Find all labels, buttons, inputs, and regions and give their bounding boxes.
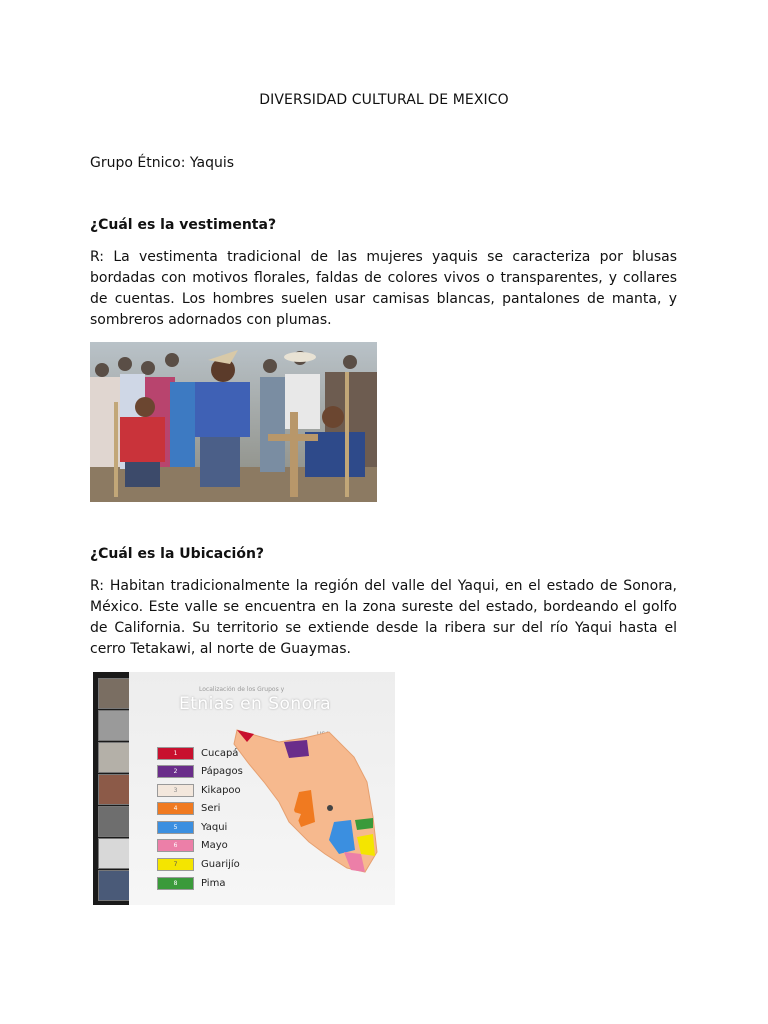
- ethnic-group-line: Grupo Étnico: Yaquis: [90, 155, 235, 171]
- legend-swatch: 1: [157, 747, 194, 760]
- legend-swatch: 7: [157, 858, 194, 871]
- legend-label: Cucapá: [201, 747, 239, 759]
- legend-swatch: 2: [157, 765, 194, 778]
- yaqui-dance-photo: [90, 342, 377, 502]
- legend-swatch: 4: [157, 802, 194, 815]
- legend-swatch: 5: [157, 821, 194, 834]
- legend-item-6: [157, 839, 228, 851]
- legend-item-3: [157, 784, 241, 796]
- photo-thumbnail: [98, 742, 130, 773]
- legend-item-4: [157, 802, 220, 814]
- photo-thumbnail: [98, 806, 130, 837]
- sonora-ethnic-map: [93, 672, 395, 905]
- photo-illustration: [90, 342, 377, 502]
- document-title: DIVERSIDAD CULTURAL DE MEXICO: [259, 92, 509, 108]
- legend-label: Kikapoo: [201, 784, 241, 796]
- legend-label: Guarijío: [201, 858, 240, 870]
- legend-item-5: [157, 821, 227, 833]
- legend-item-1: [157, 747, 238, 759]
- map-subtitle: Localización de los Grupos y: [199, 686, 285, 693]
- answer-location: R: Habitan tradicionalmente la región del valle del Yaqui, en el estado de Sonora, México. Este valle se encuentra en la zona sureste del estado, bordeando el golfo de California. Su territorio se extiende desde la ribera sur del río Yaqui hasta el cerro Tetakawi, al norte de Guaymas.: [90, 578, 677, 657]
- legend-item-8: [157, 877, 225, 889]
- map-title: Etnias en Sonora: [179, 694, 331, 714]
- legend-item-7: [157, 858, 240, 870]
- legend-item-2: [157, 765, 243, 777]
- photo-thumbnail: [98, 678, 130, 709]
- map-panel: [129, 672, 395, 905]
- photo-thumbnail: [98, 710, 130, 741]
- answer-clothing: R: La vestimenta tradicional de las mujeres yaquis se caracteriza por blusas bordadas con motivos florales, faldas de colores vivos o transparentes, y collares de cuentas. Los hombres suelen usar camisas blancas, pantalones de manta, y sombreros adornados con plumas.: [90, 249, 677, 328]
- photo-thumbnail: [98, 870, 130, 901]
- question-location: ¿Cuál es la Ubicación?: [90, 546, 265, 562]
- legend-swatch: 8: [157, 877, 194, 890]
- legend-swatch: 6: [157, 839, 194, 852]
- legend-swatch: 3: [157, 784, 194, 797]
- legend-label: Yaqui: [201, 821, 228, 833]
- legend-label: Seri: [201, 802, 221, 814]
- question-clothing: ¿Cuál es la vestimenta?: [90, 217, 277, 233]
- legend-label: Pápagos: [201, 765, 243, 777]
- photo-thumbnail: [98, 838, 130, 869]
- photo-thumbnail: [98, 774, 130, 805]
- legend-label: Mayo: [201, 839, 228, 851]
- legend-label: Pima: [201, 877, 226, 889]
